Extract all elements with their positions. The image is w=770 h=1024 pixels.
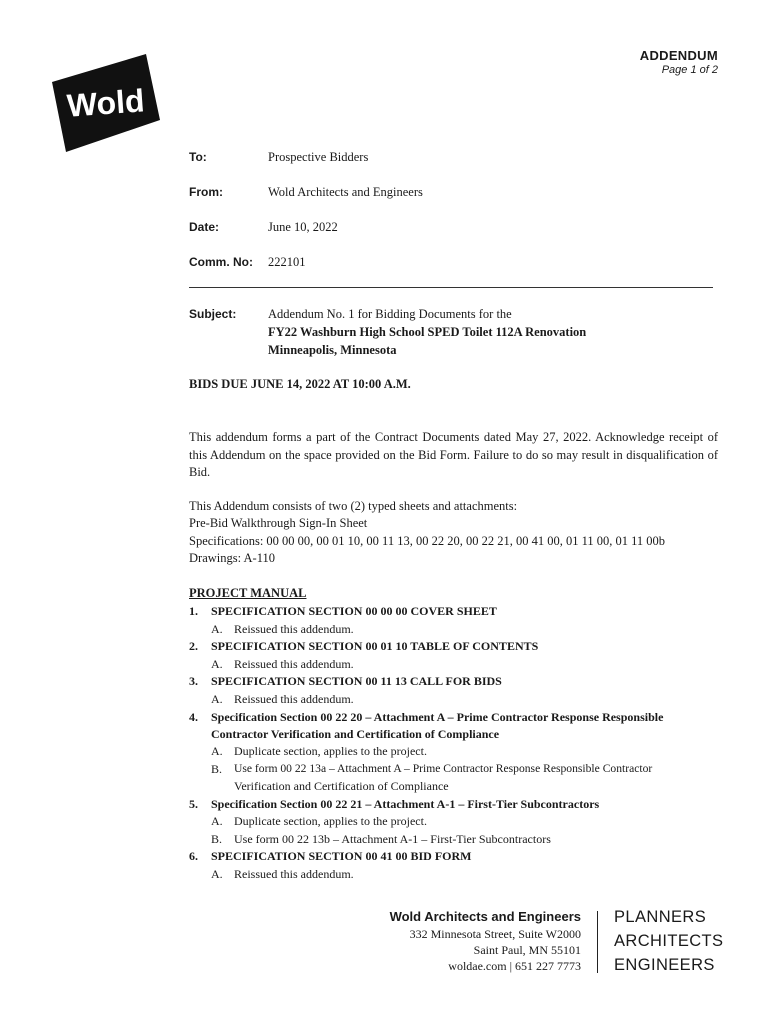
sub-item-letter: A. — [211, 692, 223, 706]
footer-firm-name: Wold Architects and Engineers — [389, 909, 581, 924]
to-value: Prospective Bidders — [268, 150, 369, 164]
list-item-number: 4. — [189, 710, 198, 724]
subject-line-2: FY22 Washburn High School SPED Toilet 112A Renovation — [268, 325, 587, 339]
sub-item-text: Use form 00 22 13a – Attachment A – Prime Contractor Response Responsible Contractor — [234, 762, 653, 775]
sub-item-letter: A. — [211, 657, 223, 671]
sub-item-text-continued: Verification and Certification of Compliance — [234, 779, 449, 793]
sub-item-text: Duplicate section, applies to the project. — [234, 744, 427, 758]
memo-divider — [189, 287, 713, 288]
sub-item-letter: A. — [211, 744, 223, 758]
list-item-title-continued: Contractor Verification and Certification of Compliance — [211, 727, 500, 741]
consists-line-2: Pre-Bid Walkthrough Sign-In Sheet — [189, 516, 368, 530]
sub-item-letter: A. — [211, 867, 223, 881]
footer-divider — [597, 911, 598, 973]
list-item-number: 5. — [189, 797, 198, 811]
comm-no-label: Comm. No: — [189, 255, 253, 269]
consists-line-3: Specifications: 00 00 00, 00 01 10, 00 11 13, 00 22 20, 00 22 21, 00 41 00, 01 11 00, 01 11 00b — [189, 534, 666, 548]
footer-role-architects: ARCHITECTS — [614, 932, 724, 950]
consists-line-4: Drawings: A-110 — [189, 551, 275, 565]
from-label: From: — [189, 185, 223, 199]
list-item-title: SPECIFICATION SECTION 00 00 00 COVER SHEET — [211, 604, 497, 618]
footer-role-engineers: ENGINEERS — [614, 956, 715, 974]
list-item-title: Specification Section 00 22 21 – Attachment A-1 – First-Tier Subcontractors — [211, 797, 600, 811]
sub-item-text: Use form 00 22 13b – Attachment A-1 – First-Tier Subcontractors — [234, 832, 551, 846]
svg-text:Wold: Wold — [65, 82, 146, 124]
date-label: Date: — [189, 220, 220, 234]
to-label: To: — [189, 150, 207, 164]
sub-item-text: Reissued this addendum. — [234, 692, 354, 706]
document-title: ADDENDUM — [639, 48, 718, 63]
footer-role-planners: PLANNERS — [614, 908, 707, 926]
list-item-title: Specification Section 00 22 20 – Attachment A – Prime Contractor Response Responsible — [211, 710, 664, 724]
subject-line-1: Addendum No. 1 for Bidding Documents for the — [268, 307, 512, 321]
footer-address-line-2: Saint Paul, MN 55101 — [473, 943, 581, 957]
consists-line-1: This Addendum consists of two (2) typed sheets and attachments: — [189, 499, 518, 513]
intro-paragraph: This addendum forms a part of the Contract Documents dated May 27, 2022. Acknowledge receipt of this Addendum on the space provided on the Bid Form. Failure to do so may result in disqualification of Bid. — [189, 430, 718, 479]
sub-item-text: Reissued this addendum. — [234, 867, 354, 881]
bids-due-notice: BIDS DUE JUNE 14, 2022 AT 10:00 A.M. — [189, 377, 411, 391]
list-item-title: SPECIFICATION SECTION 00 11 13 CALL FOR BIDS — [211, 674, 502, 688]
list-item-title: SPECIFICATION SECTION 00 01 10 TABLE OF CONTENTS — [211, 639, 539, 653]
list-item-number: 1. — [189, 604, 198, 618]
sub-item-letter: B. — [211, 762, 223, 776]
from-value: Wold Architects and Engineers — [268, 185, 423, 199]
footer-address-line-1: 332 Minnesota Street, Suite W2000 — [409, 927, 581, 941]
project-manual-heading: PROJECT MANUAL — [189, 586, 307, 600]
sub-item-text: Reissued this addendum. — [234, 657, 354, 671]
subject-label: Subject: — [189, 307, 237, 321]
list-item-title: SPECIFICATION SECTION 00 41 00 BID FORM — [211, 849, 472, 863]
date-value: June 10, 2022 — [268, 220, 338, 234]
subject-line-3: Minneapolis, Minnesota — [268, 343, 397, 357]
sub-item-text: Duplicate section, applies to the project. — [234, 814, 427, 828]
comm-no-value: 222101 — [268, 255, 306, 269]
wold-logo — [50, 52, 162, 154]
list-item-number: 3. — [189, 674, 198, 688]
list-item-number: 6. — [189, 849, 198, 863]
sub-item-letter: B. — [211, 832, 223, 846]
sub-item-letter: A. — [211, 814, 223, 828]
footer-contact: woldae.com | 651 227 7773 — [448, 959, 581, 973]
sub-item-letter: A. — [211, 622, 223, 636]
page-indicator: Page 1 of 2 — [661, 64, 718, 76]
list-item-number: 2. — [189, 639, 198, 653]
sub-item-text: Reissued this addendum. — [234, 622, 354, 636]
